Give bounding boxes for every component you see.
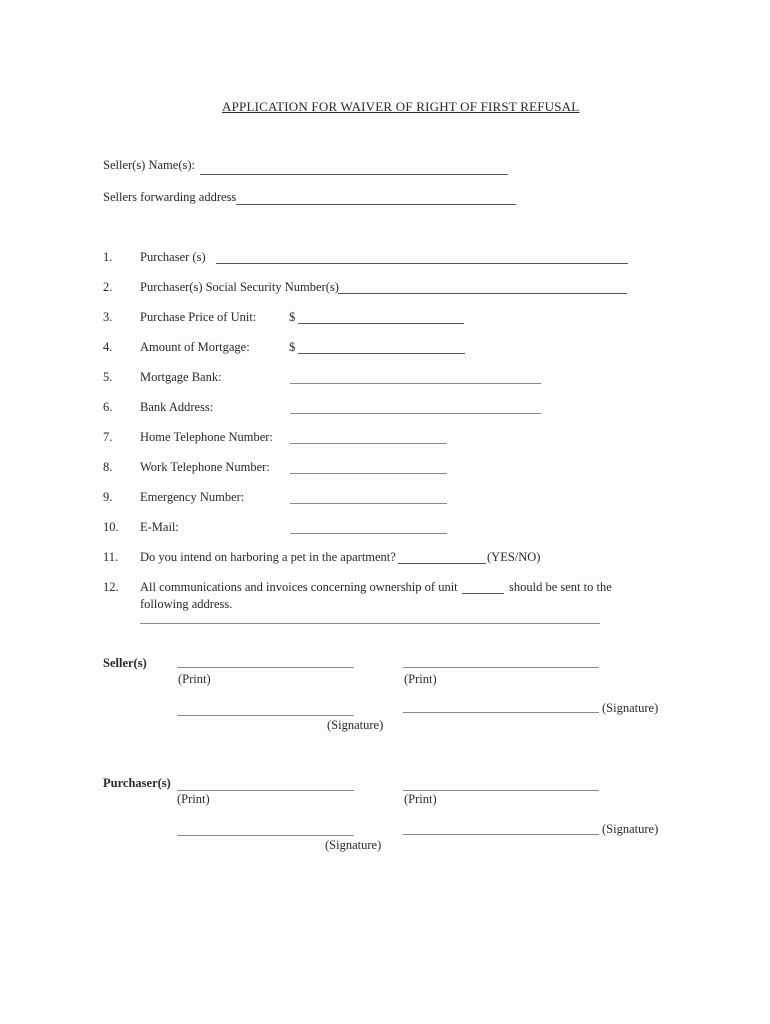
purchase-price-label: Purchase Price of Unit: (140, 310, 257, 324)
seller-names-label: Seller(s) Name(s): (103, 158, 195, 172)
item-number: 1. (103, 250, 113, 264)
emergency-number-label: Emergency Number: (140, 490, 245, 504)
emergency-number-field[interactable] (290, 503, 447, 504)
pet-question-label: Do you intend on harboring a pet in the apartment? (140, 550, 396, 564)
purchase-price-field[interactable] (298, 323, 464, 324)
print-caption: (Print) (404, 792, 437, 806)
signature-caption: (Signature) (325, 838, 382, 852)
dollar-sign: $ (289, 310, 296, 324)
mortgage-bank-label: Mortgage Bank: (140, 370, 222, 384)
ssn-label: Purchaser(s) Social Security Number(s) (140, 280, 339, 294)
signature-caption: (Signature) (602, 701, 659, 715)
item-number: 5. (103, 370, 113, 384)
seller1-print-field[interactable] (177, 667, 354, 668)
item-number: 7. (103, 430, 113, 444)
print-caption: (Print) (178, 672, 211, 686)
yes-no-hint: (YES/NO) (487, 550, 541, 564)
seller-names-field[interactable] (200, 174, 508, 175)
pet-answer-field[interactable] (398, 563, 486, 564)
bank-address-field[interactable] (290, 413, 541, 414)
item-number: 6. (103, 400, 113, 414)
print-caption: (Print) (177, 792, 210, 806)
forwarding-address-label: Sellers forwarding address (103, 190, 237, 204)
item-number: 10. (103, 520, 119, 534)
print-caption: (Print) (404, 672, 437, 686)
email-field[interactable] (290, 533, 447, 534)
mortgage-amount-field[interactable] (298, 353, 465, 354)
forwarding-address-field[interactable] (236, 204, 516, 205)
sellers-label: Seller(s) (103, 656, 147, 670)
seller2-print-field[interactable] (403, 667, 599, 668)
item-number: 3. (103, 310, 113, 324)
purchaser1-print-field[interactable] (177, 790, 354, 791)
communications-label: All communications and invoices concerning ownership of unit (140, 580, 458, 594)
purchasers-label: Purchaser(s) (103, 776, 171, 790)
mortgage-bank-field[interactable] (290, 383, 541, 384)
purchaser1-signature-field[interactable] (177, 835, 354, 836)
purchaser-label: Purchaser (s) (140, 250, 206, 264)
purchaser2-signature-field[interactable] (403, 834, 599, 835)
communications-suffix: should be sent to the (509, 580, 612, 594)
mortgage-amount-label: Amount of Mortgage: (140, 340, 250, 354)
communications-address-field[interactable] (140, 623, 600, 624)
following-address-label: following address. (140, 597, 233, 611)
work-phone-label: Work Telephone Number: (140, 460, 270, 474)
work-phone-field[interactable] (290, 473, 447, 474)
document-title: APPLICATION FOR WAIVER OF RIGHT OF FIRST REFUSAL (222, 99, 580, 114)
item-number: 4. (103, 340, 113, 354)
signature-caption: (Signature) (327, 718, 384, 732)
item-number: 9. (103, 490, 113, 504)
seller1-signature-field[interactable] (177, 715, 354, 716)
ssn-field[interactable] (338, 293, 627, 294)
unit-number-field[interactable] (462, 593, 504, 594)
item-number: 2. (103, 280, 113, 294)
seller2-signature-field[interactable] (403, 712, 599, 713)
signature-caption: (Signature) (602, 822, 659, 836)
item-number: 11. (103, 550, 119, 564)
dollar-sign: $ (289, 340, 296, 354)
purchaser2-print-field[interactable] (403, 790, 599, 791)
item-number: 8. (103, 460, 113, 474)
home-phone-label: Home Telephone Number: (140, 430, 273, 444)
email-label: E-Mail: (140, 520, 179, 534)
home-phone-field[interactable] (290, 443, 447, 444)
bank-address-label: Bank Address: (140, 400, 214, 414)
purchaser-field[interactable] (216, 263, 628, 264)
item-number: 12. (103, 580, 119, 594)
